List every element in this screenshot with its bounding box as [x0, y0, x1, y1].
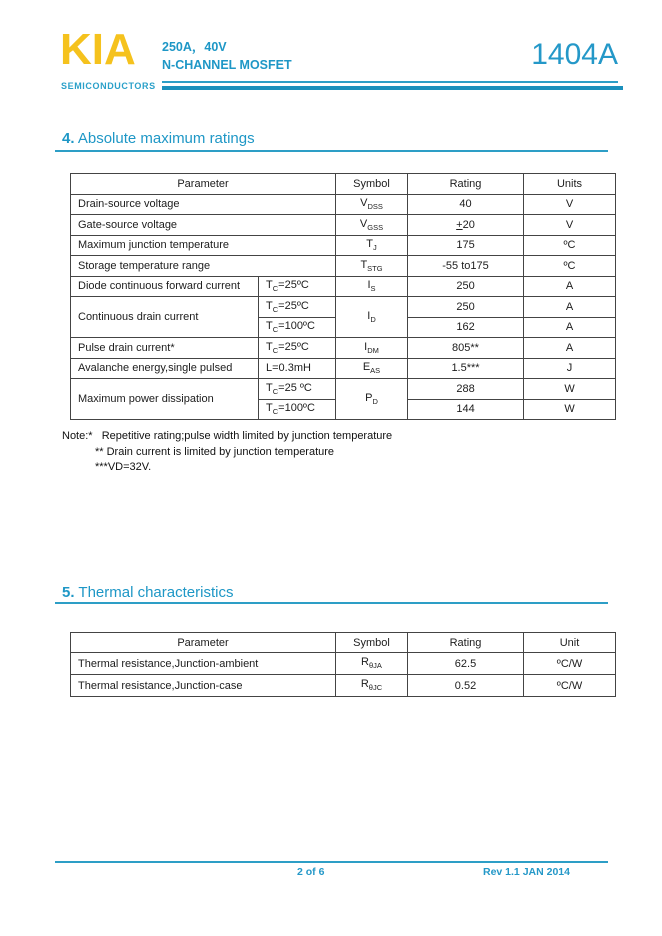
table-row — [71, 235, 616, 256]
spec-line-type: N-CHANNEL MOSFET — [162, 58, 292, 72]
table-cell: Continuous drain current — [71, 297, 259, 338]
cell-text: R — [360, 678, 369, 691]
cell-text: 20 — [462, 218, 475, 231]
column-header-cell: Symbol — [336, 174, 408, 195]
symbol-subscript: C — [272, 325, 279, 335]
table-cell — [259, 276, 336, 297]
table-row — [71, 194, 616, 215]
section-5-rule — [55, 602, 608, 604]
section-5-title — [62, 584, 233, 601]
cell-text: P — [365, 391, 373, 404]
cell-text: I — [367, 279, 371, 292]
column-header-cell: Parameter — [71, 633, 336, 653]
table-cell: ºC/W — [524, 675, 616, 697]
cell-text: T — [266, 340, 273, 353]
table-cell: V — [524, 215, 616, 236]
table-cell: 250 — [408, 297, 524, 318]
part-number: 1404A — [531, 38, 618, 71]
table-cell — [259, 338, 336, 359]
section-5-label: Thermal characteristics — [74, 584, 234, 601]
table-notes — [62, 429, 392, 476]
cell-text: + — [456, 218, 463, 231]
column-header-cell: Parameter — [71, 174, 336, 195]
cell-text: T — [266, 381, 273, 394]
table-cell: 62.5 — [408, 653, 524, 675]
table-cell: ºC — [524, 256, 616, 277]
footer-revision: Rev 1.1 JAN 2014 — [483, 866, 570, 878]
table-cell: 250 — [408, 276, 524, 297]
section-5-number: 5. — [62, 584, 75, 601]
table-cell: Pulse drain current* — [71, 338, 259, 359]
table-cell: 288 — [408, 379, 524, 400]
table-cell — [408, 215, 524, 236]
section-4-label: Absolute maximum ratings — [74, 130, 255, 147]
section-4-title — [62, 130, 255, 147]
table-cell — [336, 358, 408, 379]
table-cell: 162 — [408, 317, 524, 338]
column-header-cell: Rating — [408, 174, 524, 195]
footer-page-number: 2 of 6 — [297, 866, 325, 878]
table-cell — [259, 379, 336, 400]
table-cell: 1.5*** — [408, 358, 524, 379]
table-cell: A — [524, 317, 616, 338]
device-spec — [162, 38, 292, 74]
cell-text: V — [360, 197, 368, 210]
symbol-subscript: C — [272, 407, 279, 417]
cell-text: =25 ºC — [278, 381, 312, 394]
symbol-subscript: C — [272, 304, 279, 314]
table-row — [71, 338, 616, 359]
table-row — [71, 379, 616, 400]
table-row — [71, 297, 616, 318]
note-line-2: ** Drain current is limited by junction temperature — [95, 445, 335, 458]
symbol-subscript: D — [370, 315, 376, 325]
header-rule-thick — [162, 86, 623, 90]
symbol-subscript: C — [272, 284, 279, 294]
table-cell: Thermal resistance,Junction-ambient — [71, 653, 336, 675]
symbol-subscript: θJC — [368, 683, 383, 693]
cell-text: E — [362, 361, 371, 374]
cell-text: V — [359, 217, 368, 230]
spec-line-current-voltage: 250A，40V — [162, 40, 227, 54]
table-cell — [259, 317, 336, 338]
cell-text: R — [361, 656, 369, 669]
column-header-cell: Units — [524, 174, 616, 195]
thermal-characteristics-table — [70, 632, 616, 697]
column-header-cell: Rating — [408, 633, 524, 653]
table-cell: 40 — [408, 194, 524, 215]
cell-text: T — [266, 279, 273, 292]
table-cell: ºC/W — [524, 653, 616, 675]
note-line-3: ***VD=32V. — [95, 461, 152, 473]
symbol-subscript: S — [370, 284, 376, 294]
table-cell — [336, 215, 408, 236]
column-header-cell: Symbol — [336, 633, 408, 653]
header-rule-thin — [162, 81, 618, 83]
symbol-subscript: θJA — [369, 661, 382, 671]
table-cell: -55 to175 — [408, 256, 524, 277]
table-cell — [336, 297, 408, 338]
table-cell — [336, 338, 408, 359]
table-cell — [259, 297, 336, 318]
table-header-row — [71, 174, 616, 195]
kia-logo: KIA — [60, 25, 136, 74]
table-cell: L=0.3mH — [259, 358, 336, 379]
table-cell — [336, 235, 408, 256]
table-cell: W — [524, 379, 616, 400]
logo-subtext: SEMICONDUCTORS — [61, 81, 156, 91]
column-header-cell: Unit — [524, 633, 616, 653]
table-row — [71, 276, 616, 297]
note-line-1: Note:* Repetitive rating;pulse width limited by junction temperature — [62, 430, 393, 442]
symbol-subscript: DSS — [367, 202, 383, 212]
table-cell: A — [524, 338, 616, 359]
symbol-subscript: GSS — [367, 222, 384, 232]
cell-text: I — [364, 340, 368, 353]
table-cell: Drain-source voltage — [71, 194, 336, 215]
table-cell: 805** — [408, 338, 524, 359]
table-cell: Thermal resistance,Junction-case — [71, 675, 336, 697]
table-cell — [336, 256, 408, 277]
cell-text: T — [266, 402, 273, 415]
table-row — [71, 653, 616, 675]
table-cell — [336, 276, 408, 297]
table-cell: Storage temperature range — [71, 256, 336, 277]
section-4-number: 4. — [62, 130, 75, 147]
symbol-subscript: C — [272, 345, 279, 355]
table-cell: Maximum junction temperature — [71, 235, 336, 256]
cell-text: T — [366, 238, 373, 251]
symbol-subscript: STG — [367, 263, 383, 273]
table-cell — [336, 194, 408, 215]
cell-text: =25ºC — [278, 279, 309, 292]
symbol-subscript: C — [272, 386, 279, 396]
cell-text: T — [266, 320, 273, 333]
symbol-subscript: J — [373, 243, 377, 253]
table-cell: A — [524, 297, 616, 318]
cell-text: =100ºC — [278, 402, 315, 415]
table-row — [71, 358, 616, 379]
cell-text: =25ºC — [278, 340, 309, 353]
table-row — [71, 256, 616, 277]
table-header-row — [71, 633, 616, 653]
table-cell: V — [524, 194, 616, 215]
table-cell: Diode continuous forward current — [71, 276, 259, 297]
table-cell: 175 — [408, 235, 524, 256]
symbol-subscript: AS — [370, 366, 381, 376]
table-cell — [259, 399, 336, 420]
absolute-maximum-ratings-table — [70, 173, 616, 420]
table-cell — [336, 653, 408, 675]
cell-text: =100ºC — [278, 320, 315, 333]
table-cell: Maximum power dissipation — [71, 379, 259, 420]
cell-text: T — [266, 299, 273, 312]
symbol-subscript: DM — [367, 345, 379, 355]
table-cell: Avalanche energy,single pulsed — [71, 358, 259, 379]
cell-text: =25ºC — [278, 299, 309, 312]
section-4-rule — [55, 150, 608, 152]
table-row — [71, 675, 616, 697]
footer-rule — [55, 861, 608, 863]
symbol-subscript: D — [372, 397, 378, 407]
table-cell: Gate-source voltage — [71, 215, 336, 236]
table-cell: W — [524, 399, 616, 420]
table-row — [71, 215, 616, 236]
table-cell: J — [524, 358, 616, 379]
table-cell: A — [524, 276, 616, 297]
table-cell — [336, 675, 408, 697]
cell-text: T — [360, 258, 368, 271]
cell-text: I — [367, 309, 371, 322]
table-cell — [336, 379, 408, 420]
table-cell: 0.52 — [408, 675, 524, 697]
table-cell: ºC — [524, 235, 616, 256]
table-cell: 144 — [408, 399, 524, 420]
